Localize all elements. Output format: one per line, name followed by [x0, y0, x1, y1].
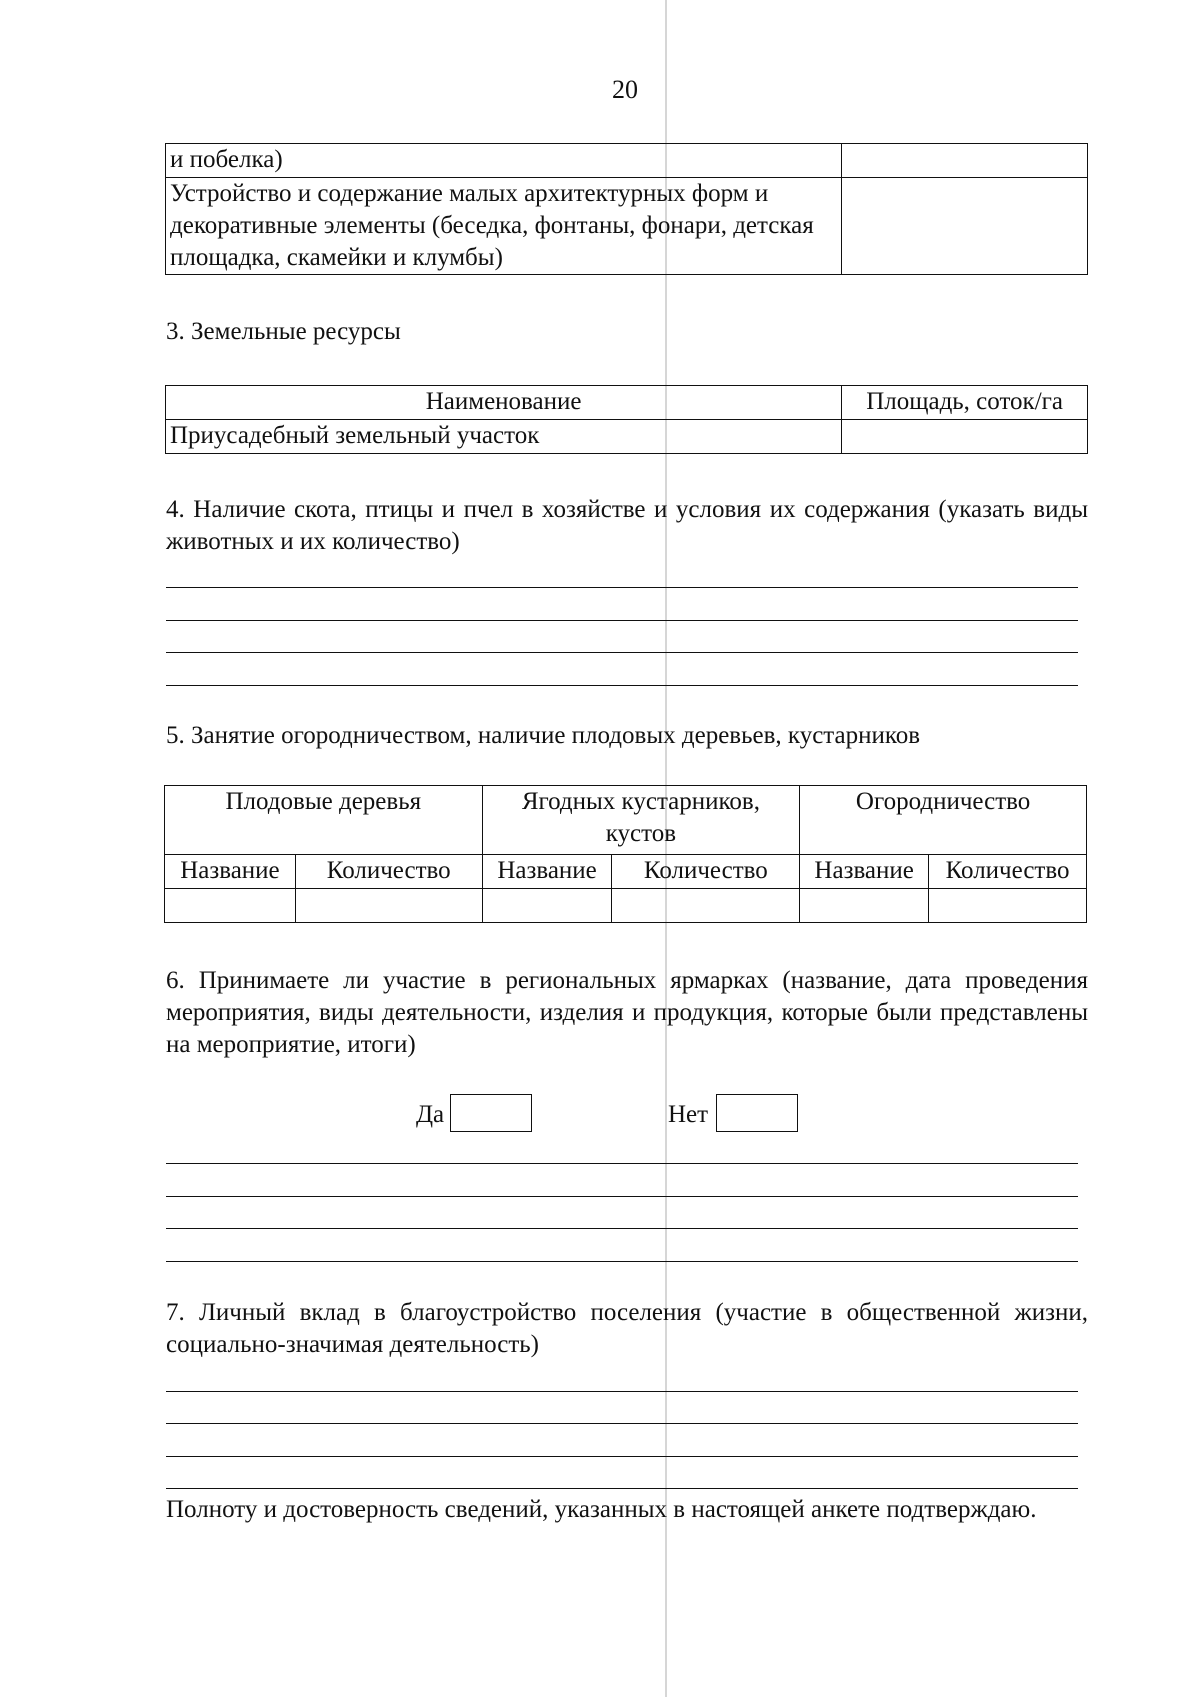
group-header-fruit-trees: Плодовые деревья [165, 786, 483, 855]
garden-cell[interactable] [165, 889, 296, 923]
answer-line[interactable] [166, 1391, 1078, 1392]
column-header-name: Название [165, 855, 296, 889]
amenities-row-value[interactable] [842, 178, 1088, 275]
garden-cell[interactable] [800, 889, 929, 923]
column-header-quantity: Количество [929, 855, 1087, 889]
yes-label: Да [416, 1101, 445, 1128]
answer-line[interactable] [166, 1261, 1078, 1262]
answer-line[interactable] [166, 1196, 1078, 1197]
column-header-quantity: Количество [612, 855, 800, 889]
no-label: Нет [668, 1101, 709, 1128]
table-row [165, 889, 1087, 923]
answer-line[interactable] [166, 652, 1078, 653]
garden-cell[interactable] [482, 889, 612, 923]
land-resources-table [165, 385, 1088, 454]
answer-line[interactable] [166, 1488, 1078, 1489]
answer-line[interactable] [166, 620, 1078, 621]
column-header-name: Наименование [166, 386, 842, 420]
table-header-row [166, 386, 1088, 420]
table-row [166, 144, 1088, 178]
column-header-name: Название [800, 855, 929, 889]
answer-line[interactable] [166, 1423, 1078, 1424]
group-header-gardening: Огородничество [800, 786, 1087, 855]
section-4-text: 4. Наличие скота, птицы и пчел в хозяйстве и условия их содержания (указать виды животных и их количество) [166, 496, 1088, 555]
amenities-row-label: Устройство и содержание малых архитектурных форм и декоративные элементы (беседка, фонтаны, фонари, детская площадка, скамейки и клумбы) [166, 178, 842, 275]
column-header-area: Площадь, соток/га [842, 386, 1088, 420]
garden-cell[interactable] [929, 889, 1087, 923]
amenities-table [165, 143, 1088, 275]
column-header-quantity: Количество [295, 855, 482, 889]
land-plot-area[interactable] [842, 420, 1088, 454]
table-header-row [165, 855, 1087, 889]
garden-cell[interactable] [612, 889, 800, 923]
no-checkbox[interactable] [716, 1094, 798, 1132]
column-header-name: Название [482, 855, 612, 889]
table-row [166, 178, 1088, 275]
section-6-text: 6. Принимаете ли участие в региональных ярмарках (название, дата проведения мероприятия, виды деятельности, изделия и продукция, которые были представлены на мероприятие, итоги) [166, 967, 1088, 1058]
garden-table [164, 785, 1087, 923]
answer-line[interactable] [166, 1456, 1078, 1457]
answer-line[interactable] [166, 1163, 1078, 1164]
section-5-heading: 5. Занятие огородничеством, наличие плодовых деревьев, кустарников [166, 722, 921, 749]
table-group-header-row [165, 786, 1087, 855]
amenities-row-label: и побелка) [166, 144, 842, 178]
section-3-heading: 3. Земельные ресурсы [166, 318, 401, 345]
group-header-berry-bushes: Ягодных кустарников, кустов [482, 786, 800, 855]
amenities-row-value[interactable] [842, 144, 1088, 178]
land-plot-name: Приусадебный земельный участок [166, 420, 842, 454]
answer-line[interactable] [166, 587, 1078, 588]
confirmation-text: Полноту и достоверность сведений, указанных в настоящей анкете подтверждаю. [166, 1496, 1037, 1523]
yes-checkbox[interactable] [450, 1094, 532, 1132]
section-7-text: 7. Личный вклад в благоустройство поселения (участие в общественной жизни, социально-значимая деятельность) [166, 1299, 1088, 1358]
answer-line[interactable] [166, 685, 1078, 686]
answer-line[interactable] [166, 1228, 1078, 1229]
table-row [166, 420, 1088, 454]
garden-cell[interactable] [295, 889, 482, 923]
page-number: 20 [612, 75, 638, 104]
